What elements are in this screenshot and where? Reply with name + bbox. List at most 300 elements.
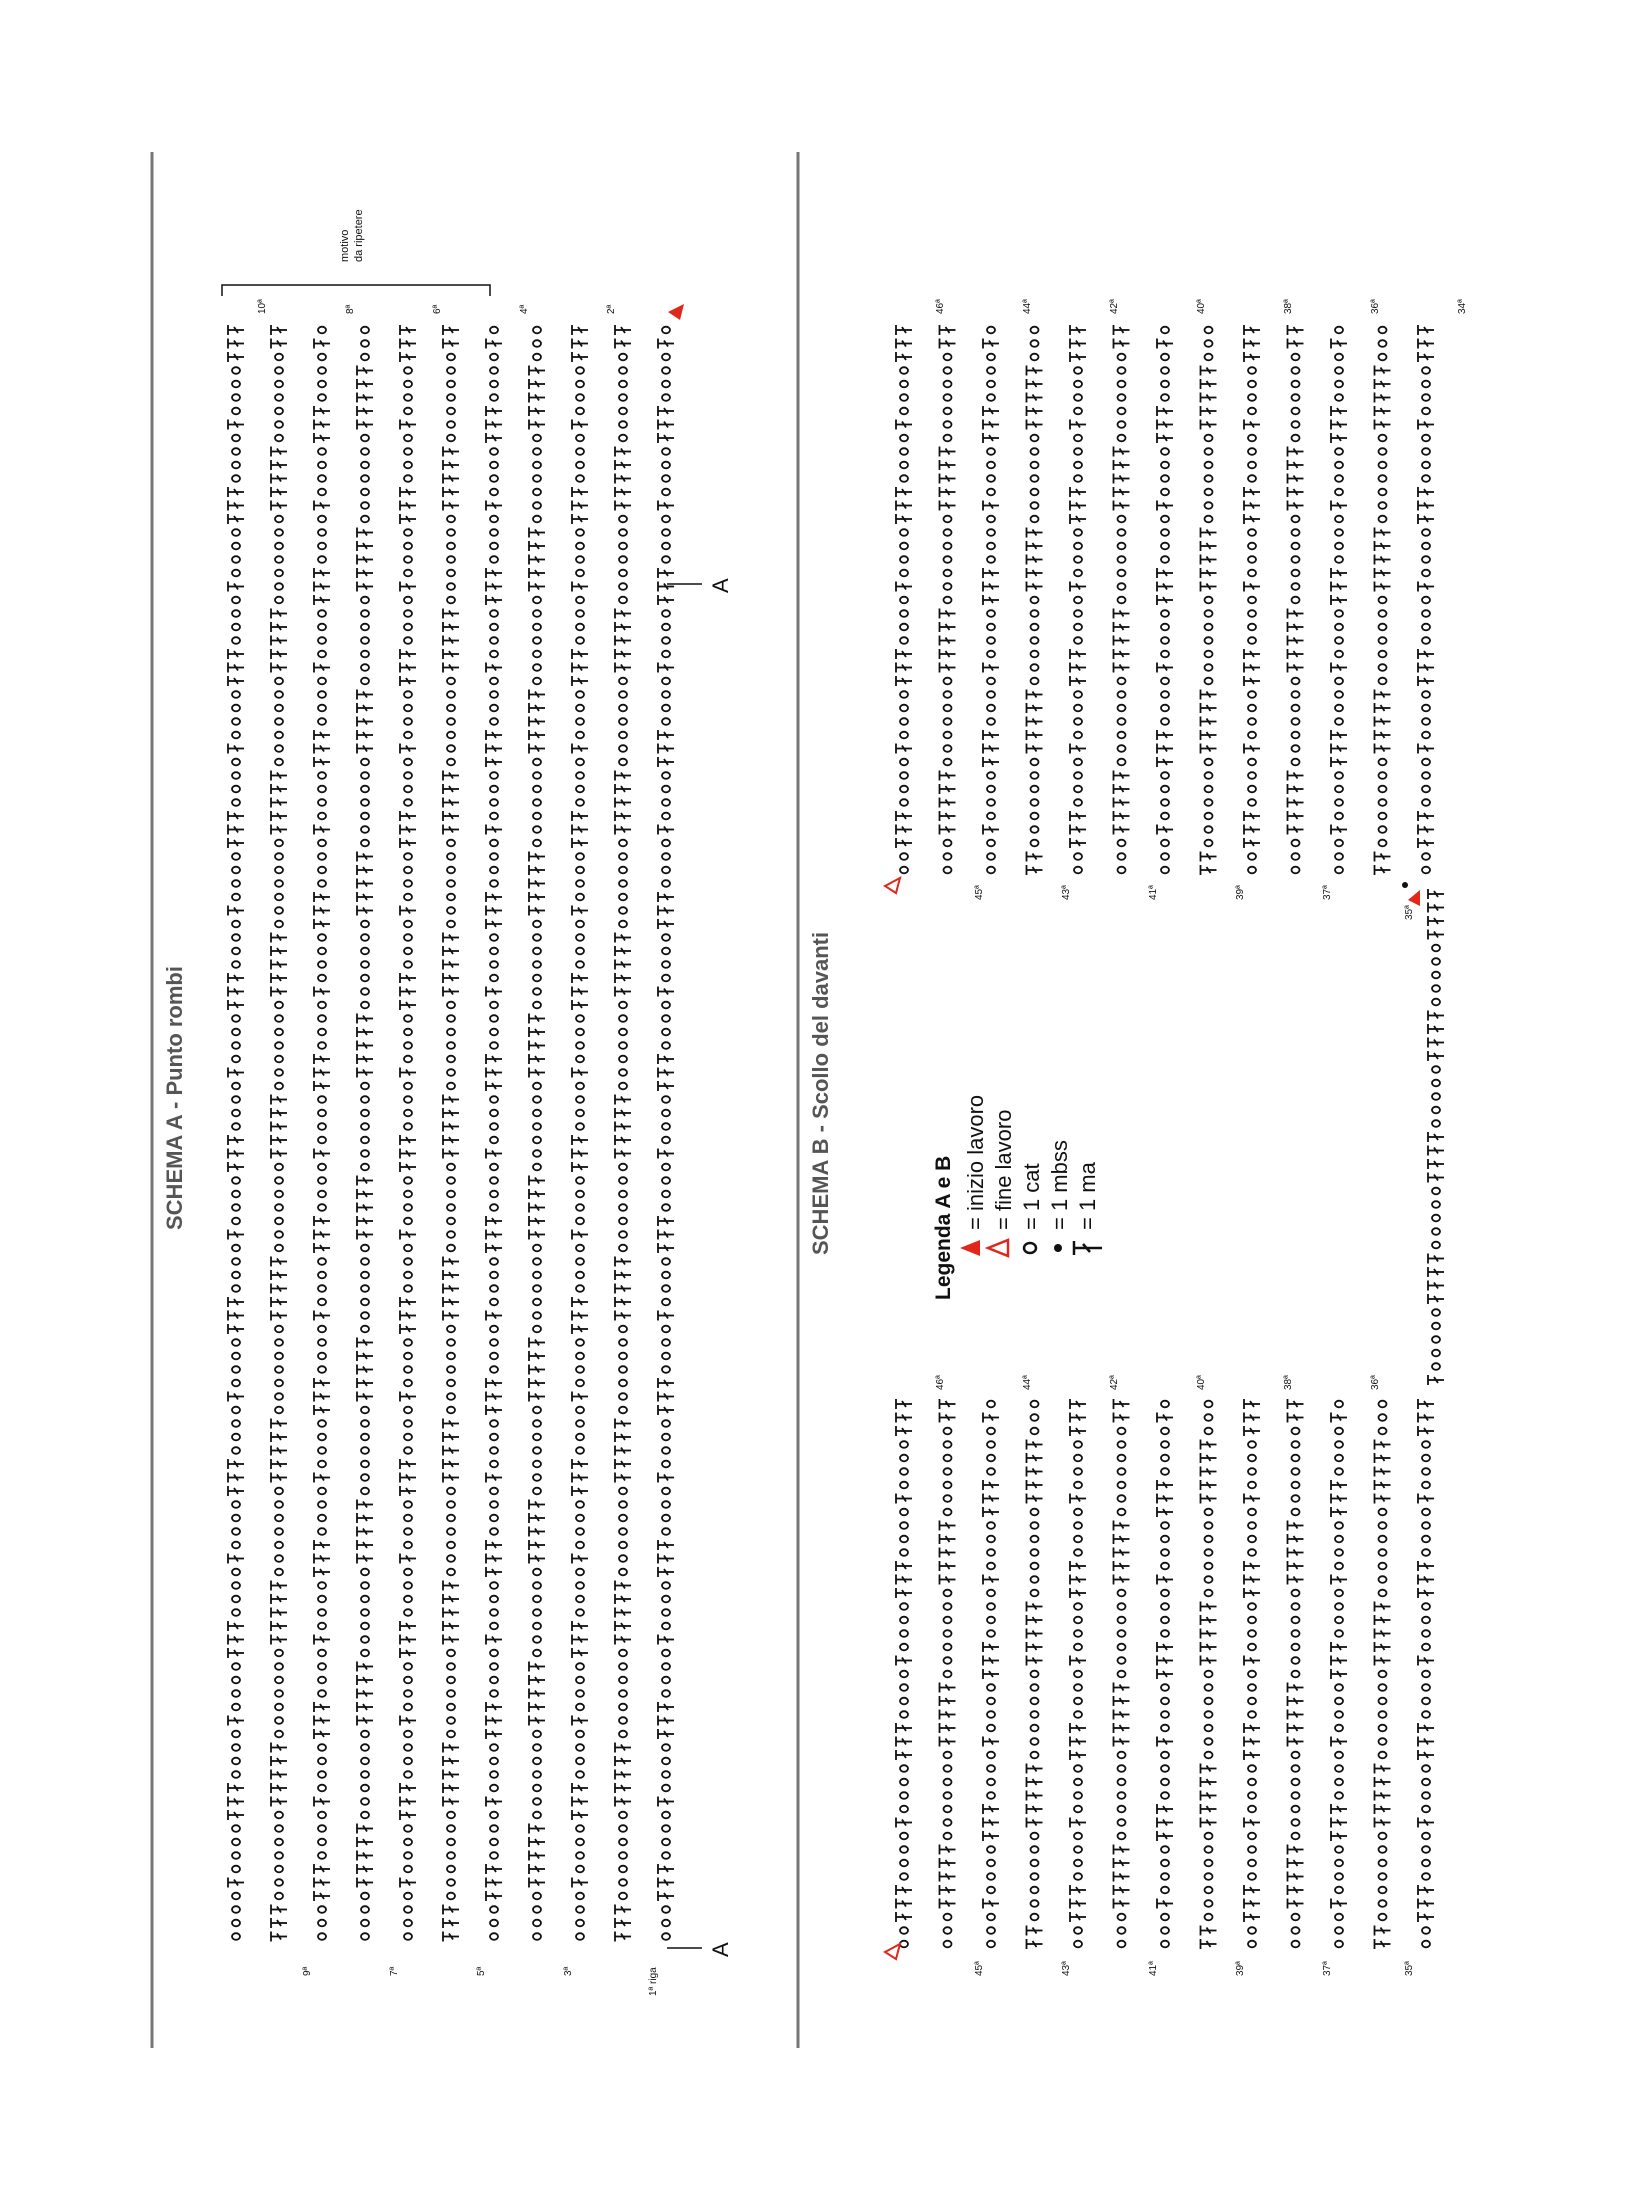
treble-stitch xyxy=(1375,555,1391,565)
chain-stitch xyxy=(447,367,455,374)
chain-stitch xyxy=(232,1177,240,1184)
chain-stitch xyxy=(533,1312,541,1319)
chain-stitch xyxy=(987,705,995,712)
treble-stitch xyxy=(1070,501,1086,511)
treble-stitch xyxy=(1244,811,1260,821)
chain-stitch xyxy=(275,1866,283,1873)
chain-stitch xyxy=(662,1596,670,1603)
chain-stitch xyxy=(490,1339,498,1346)
treble-stitch xyxy=(1428,1038,1444,1048)
chain-stitch xyxy=(404,1245,412,1252)
chain-stitch xyxy=(1074,1536,1082,1543)
chain-stitch xyxy=(232,732,240,739)
chain-stitch xyxy=(944,1833,952,1840)
chain-stitch xyxy=(1031,516,1039,523)
treble-stitch xyxy=(940,1737,956,1747)
chain-stitch xyxy=(361,988,369,995)
chain-stitch xyxy=(490,367,498,374)
chain-stitch xyxy=(318,475,326,482)
treble-stitch xyxy=(314,433,330,443)
chain-stitch xyxy=(900,1860,908,1867)
chain-stitch xyxy=(275,367,283,374)
treble-stitch xyxy=(940,825,956,835)
treble-stitch xyxy=(314,501,330,511)
treble-stitch xyxy=(400,676,416,686)
chain-stitch xyxy=(533,1771,541,1778)
chain-stitch xyxy=(576,799,584,806)
chain-stitch xyxy=(318,934,326,941)
treble-stitch xyxy=(1331,1737,1347,1747)
treble-stitch xyxy=(1114,325,1130,335)
treble-stitch xyxy=(983,1818,999,1828)
treble-stitch xyxy=(1418,339,1434,349)
schema-a-title: SCHEMA A - Punto rombi xyxy=(162,966,187,1230)
chain-stitch xyxy=(232,1434,240,1441)
chain-stitch xyxy=(1118,597,1126,604)
treble-stitch xyxy=(1201,1467,1217,1477)
chain-stitch xyxy=(404,1852,412,1859)
chain-stitch xyxy=(576,1218,584,1225)
chain-stitch xyxy=(619,570,627,577)
chain-stitch xyxy=(447,1042,455,1049)
chain-stitch xyxy=(361,1933,369,1940)
legend-item-chain: = 1 cat xyxy=(1019,1163,1044,1230)
row-label-36: 36ª xyxy=(1370,299,1381,314)
chain-stitch xyxy=(1118,1468,1126,1475)
chain-stitch xyxy=(490,1609,498,1616)
chain-stitch xyxy=(1161,1914,1169,1921)
chain-stitch xyxy=(447,1650,455,1657)
treble-stitch xyxy=(658,406,674,416)
chain-stitch xyxy=(490,1650,498,1657)
chain-stitch xyxy=(447,1515,455,1522)
treble-stitch xyxy=(1027,1480,1043,1490)
chain-stitch xyxy=(275,1245,283,1252)
chain-stitch xyxy=(275,1704,283,1711)
treble-stitch xyxy=(1244,1723,1260,1733)
chain-stitch xyxy=(987,651,995,658)
chain-stitch xyxy=(533,1906,541,1913)
chain-stitch xyxy=(1161,1887,1169,1894)
treble-stitch xyxy=(615,933,631,943)
treble-stitch xyxy=(1375,393,1391,403)
treble-stitch xyxy=(529,1041,545,1051)
treble-stitch xyxy=(271,784,287,794)
treble-stitch xyxy=(486,1081,502,1091)
treble-stitch xyxy=(1331,1642,1347,1652)
treble-stitch xyxy=(357,1351,373,1361)
chain-stitch xyxy=(275,1731,283,1738)
treble-stitch xyxy=(443,1756,459,1766)
treble-stitch xyxy=(1027,1602,1043,1612)
chain-stitch xyxy=(1118,732,1126,739)
chain-stitch xyxy=(1031,1509,1039,1516)
chain-stitch xyxy=(1205,1846,1213,1853)
treble-stitch xyxy=(940,798,956,808)
treble-stitch xyxy=(271,447,287,457)
chain-stitch xyxy=(1248,1698,1256,1705)
chain-stitch xyxy=(404,1420,412,1427)
chain-stitch xyxy=(275,867,283,874)
treble-stitch xyxy=(1201,1777,1217,1787)
chain-stitch xyxy=(490,1677,498,1684)
chain-stitch xyxy=(361,799,369,806)
treble-stitch xyxy=(443,973,459,983)
chain-stitch xyxy=(490,853,498,860)
chain-stitch xyxy=(576,1272,584,1279)
chain-stitch xyxy=(1248,732,1256,739)
treble-stitch xyxy=(1027,1764,1043,1774)
treble-stitch xyxy=(940,1575,956,1585)
chain-stitch xyxy=(1335,556,1343,563)
chain-stitch xyxy=(1248,570,1256,577)
chain-stitch xyxy=(619,1528,627,1535)
chain-stitch xyxy=(490,543,498,550)
chain-stitch xyxy=(1379,624,1387,631)
treble-stitch xyxy=(314,1378,330,1388)
treble-stitch xyxy=(1157,1818,1173,1828)
chain-stitch xyxy=(318,1501,326,1508)
chain-stitch xyxy=(232,934,240,941)
chain-stitch xyxy=(662,813,670,820)
chain-stitch xyxy=(1335,543,1343,550)
treble-stitch xyxy=(1331,744,1347,754)
start-marker-b xyxy=(1408,890,1420,906)
treble-stitch xyxy=(615,649,631,659)
treble-stitch xyxy=(1331,420,1347,430)
treble-stitch xyxy=(1157,1642,1173,1652)
chain-stitch xyxy=(1335,1765,1343,1772)
treble-stitch xyxy=(357,555,373,565)
chain-stitch xyxy=(944,1927,952,1934)
chain-stitch xyxy=(1335,462,1343,469)
chain-stitch xyxy=(1335,1401,1343,1408)
treble-stitch xyxy=(615,1608,631,1618)
chain-stitch xyxy=(361,1245,369,1252)
treble-stitch xyxy=(400,1135,416,1145)
chain-stitch xyxy=(1205,354,1213,361)
chain-stitch xyxy=(1422,394,1430,401)
chain-stitch xyxy=(1335,1941,1343,1948)
treble-stitch xyxy=(357,393,373,403)
treble-stitch xyxy=(1157,1480,1173,1490)
treble-stitch xyxy=(529,730,545,740)
treble-stitch xyxy=(271,1473,287,1483)
chain-stitch xyxy=(318,462,326,469)
treble-stitch xyxy=(400,1486,416,1496)
chain-stitch xyxy=(1422,1698,1430,1705)
treble-stitch xyxy=(1201,1791,1217,1801)
chain-stitch xyxy=(232,1852,240,1859)
chain-stitch xyxy=(1205,678,1213,685)
chain-stitch xyxy=(275,1717,283,1724)
treble-stitch xyxy=(443,1446,459,1456)
chain-stitch xyxy=(662,475,670,482)
row-label-40-lower: 40ª xyxy=(1196,1375,1207,1390)
treble-stitch xyxy=(1070,339,1086,349)
chain-stitch xyxy=(447,1191,455,1198)
chain-stitch xyxy=(987,1846,995,1853)
chain-stitch xyxy=(944,1509,952,1516)
chain-stitch xyxy=(1292,1819,1300,1826)
chain-stitch xyxy=(1205,502,1213,509)
treble-stitch xyxy=(983,1831,999,1841)
chain-stitch xyxy=(1292,1914,1300,1921)
chain-stitch xyxy=(1248,1860,1256,1867)
chain-stitch xyxy=(232,786,240,793)
treble-stitch xyxy=(357,1675,373,1685)
treble-stitch xyxy=(314,1891,330,1901)
treble-stitch xyxy=(228,582,244,592)
chain-stitch xyxy=(987,718,995,725)
treble-stitch xyxy=(357,703,373,713)
chain-stitch xyxy=(619,705,627,712)
chain-stitch xyxy=(1161,354,1169,361)
chain-stitch xyxy=(900,799,908,806)
treble-stitch xyxy=(529,1365,545,1375)
chain-stitch xyxy=(1074,408,1082,415)
chain-stitch xyxy=(1248,1509,1256,1516)
chain-stitch xyxy=(447,1852,455,1859)
treble-stitch xyxy=(1418,676,1434,686)
treble-stitch xyxy=(1244,744,1260,754)
chain-stitch xyxy=(404,1218,412,1225)
treble-stitch xyxy=(1418,420,1434,430)
chain-stitch xyxy=(1292,1752,1300,1759)
treble-stitch xyxy=(486,1230,502,1240)
treble-stitch xyxy=(896,339,912,349)
chain-stitch xyxy=(944,1617,952,1624)
treble-stitch xyxy=(271,325,287,335)
chain-stitch xyxy=(232,1420,240,1427)
start-marker-a xyxy=(668,304,684,320)
chain-stitch xyxy=(1422,381,1430,388)
treble-stitch xyxy=(1070,487,1086,497)
treble-stitch xyxy=(896,1750,912,1760)
chain-stitch xyxy=(1422,367,1430,374)
treble-stitch xyxy=(1157,1413,1173,1423)
chain-stitch xyxy=(361,1650,369,1657)
chain-stitch xyxy=(232,1042,240,1049)
chain-stitch xyxy=(619,1650,627,1657)
chain-stitch xyxy=(361,921,369,928)
treble-stitch xyxy=(443,460,459,470)
chain-stitch xyxy=(447,435,455,442)
chain-stitch xyxy=(361,1623,369,1630)
chain-stitch xyxy=(232,1839,240,1846)
chain-stitch xyxy=(662,1177,670,1184)
chain-stitch xyxy=(318,1771,326,1778)
treble-stitch xyxy=(572,1635,588,1645)
chain-stitch xyxy=(275,1204,283,1211)
chain-stitch xyxy=(318,1758,326,1765)
chain-stitch xyxy=(1205,664,1213,671)
treble-stitch xyxy=(1244,825,1260,835)
treble-stitch xyxy=(1201,1642,1217,1652)
chain-stitch xyxy=(944,1603,952,1610)
chain-stitch xyxy=(361,1771,369,1778)
chain-stitch xyxy=(447,1407,455,1414)
treble-stitch xyxy=(983,730,999,740)
chain-stitch xyxy=(619,1191,627,1198)
treble-stitch xyxy=(529,865,545,875)
chain-stitch xyxy=(318,867,326,874)
chain-stitch xyxy=(1379,462,1387,469)
treble-stitch xyxy=(443,1473,459,1483)
chain-stitch xyxy=(490,813,498,820)
chain-stitch xyxy=(576,1920,584,1927)
chain-stitch xyxy=(1379,759,1387,766)
chain-stitch xyxy=(900,1603,908,1610)
chain-stitch xyxy=(1292,732,1300,739)
chain-stitch xyxy=(1205,1671,1213,1678)
chain-stitch xyxy=(447,1204,455,1211)
treble-stitch xyxy=(1244,1737,1260,1747)
chain-stitch xyxy=(232,1110,240,1117)
treble-stitch xyxy=(486,1068,502,1078)
chain-stitch xyxy=(987,624,995,631)
chain-stitch xyxy=(275,1366,283,1373)
chain-stitch xyxy=(1161,1752,1169,1759)
treble-stitch xyxy=(572,987,588,997)
treble-stitch xyxy=(228,906,244,916)
chain-stitch xyxy=(662,1785,670,1792)
chain-stitch xyxy=(404,705,412,712)
chain-stitch xyxy=(662,1272,670,1279)
chain-stitch xyxy=(576,1866,584,1873)
treble-stitch xyxy=(1428,916,1444,926)
treble-stitch xyxy=(1331,757,1347,767)
chain-stitch xyxy=(318,1663,326,1670)
treble-stitch xyxy=(314,1216,330,1226)
treble-stitch xyxy=(443,487,459,497)
treble-stitch xyxy=(1157,1494,1173,1504)
treble-stitch xyxy=(615,811,631,821)
treble-stitch xyxy=(1027,1440,1043,1450)
chain-stitch xyxy=(576,1434,584,1441)
chain-stitch xyxy=(1205,1414,1213,1421)
chain-stitch xyxy=(987,637,995,644)
chain-stitch xyxy=(1205,1873,1213,1880)
treble-stitch xyxy=(1288,1845,1304,1855)
end-marker-b-lower xyxy=(885,1944,900,1959)
chain-stitch xyxy=(447,1488,455,1495)
chain-stitch xyxy=(318,1488,326,1495)
chain-stitch xyxy=(533,1650,541,1657)
treble-stitch xyxy=(615,1297,631,1307)
treble-stitch xyxy=(1157,825,1173,835)
chain-stitch xyxy=(1074,1671,1082,1678)
treble-stitch xyxy=(896,811,912,821)
chain-stitch xyxy=(662,1285,670,1292)
row-label-35-lower: 35ª xyxy=(1404,1961,1415,1976)
row-label-44-lower: 44ª xyxy=(1022,1375,1033,1390)
chain-stitch xyxy=(490,1906,498,1913)
treble-stitch xyxy=(615,1419,631,1429)
treble-stitch xyxy=(357,568,373,578)
chain-stitch xyxy=(361,1609,369,1616)
treble-stitch xyxy=(271,1770,287,1780)
treble-stitch xyxy=(572,663,588,673)
chain-stitch xyxy=(275,1852,283,1859)
treble-stitch xyxy=(615,1149,631,1159)
treble-stitch xyxy=(658,825,674,835)
chain-stitch xyxy=(1379,1509,1387,1516)
chain-stitch xyxy=(1074,1806,1082,1813)
chain-stitch xyxy=(232,1015,240,1022)
chain-stitch xyxy=(447,543,455,550)
chain-stitch xyxy=(1074,1630,1082,1637)
chain-stitch xyxy=(900,597,908,604)
chain-stitch xyxy=(404,1083,412,1090)
chain-stitch xyxy=(533,354,541,361)
treble-stitch xyxy=(1027,528,1043,538)
chain-stitch xyxy=(1031,1590,1039,1597)
treble-stitch xyxy=(940,1683,956,1693)
chain-stitch xyxy=(1074,529,1082,536)
chain-stitch xyxy=(1379,772,1387,779)
chain-stitch xyxy=(533,502,541,509)
chain-stitch xyxy=(1248,610,1256,617)
chain-stitch xyxy=(275,745,283,752)
chain-stitch xyxy=(987,1927,995,1934)
treble-stitch xyxy=(1157,1575,1173,1585)
treble-stitch xyxy=(271,960,287,970)
chain-stitch xyxy=(1031,435,1039,442)
chain-stitch xyxy=(361,1582,369,1589)
chain-stitch xyxy=(1161,556,1169,563)
treble-stitch xyxy=(400,1230,416,1240)
chain-stitch xyxy=(619,853,627,860)
chain-stitch xyxy=(447,354,455,361)
chain-stitch xyxy=(662,1582,670,1589)
treble-stitch xyxy=(1428,1254,1444,1264)
treble-stitch xyxy=(1201,1818,1217,1828)
chain-stitch xyxy=(1074,1684,1082,1691)
treble-stitch xyxy=(1418,744,1434,754)
chain-stitch xyxy=(900,1927,908,1934)
treble-stitch xyxy=(1418,501,1434,511)
treble-stitch xyxy=(940,1845,956,1855)
treble-stitch xyxy=(228,1810,244,1820)
treble-stitch xyxy=(658,1405,674,1415)
treble-stitch xyxy=(443,636,459,646)
chain-stitch xyxy=(490,678,498,685)
treble-stitch xyxy=(940,1561,956,1571)
chain-stitch xyxy=(1379,664,1387,671)
row-label-46-lower: 46ª xyxy=(935,1375,946,1390)
chain-stitch xyxy=(1292,354,1300,361)
chain-stitch xyxy=(275,1501,283,1508)
chain-stitch xyxy=(1422,408,1430,415)
chain-stitch xyxy=(318,1137,326,1144)
chain-stitch xyxy=(1118,408,1126,415)
chain-stitch xyxy=(619,867,627,874)
chain-stitch xyxy=(576,1906,584,1913)
treble-stitch xyxy=(1201,690,1217,700)
treble-stitch xyxy=(1027,865,1043,875)
treble-stitch xyxy=(357,1392,373,1402)
chain-stitch xyxy=(318,1042,326,1049)
chain-stitch xyxy=(1292,1603,1300,1610)
chain-stitch xyxy=(1205,1900,1213,1907)
chain-stitch xyxy=(576,1407,584,1414)
chain-stitch xyxy=(1379,1914,1387,1921)
treble-stitch xyxy=(1070,1399,1086,1409)
chain-stitch xyxy=(490,1758,498,1765)
treble-stitch xyxy=(940,1548,956,1558)
chain-stitch xyxy=(1422,475,1430,482)
